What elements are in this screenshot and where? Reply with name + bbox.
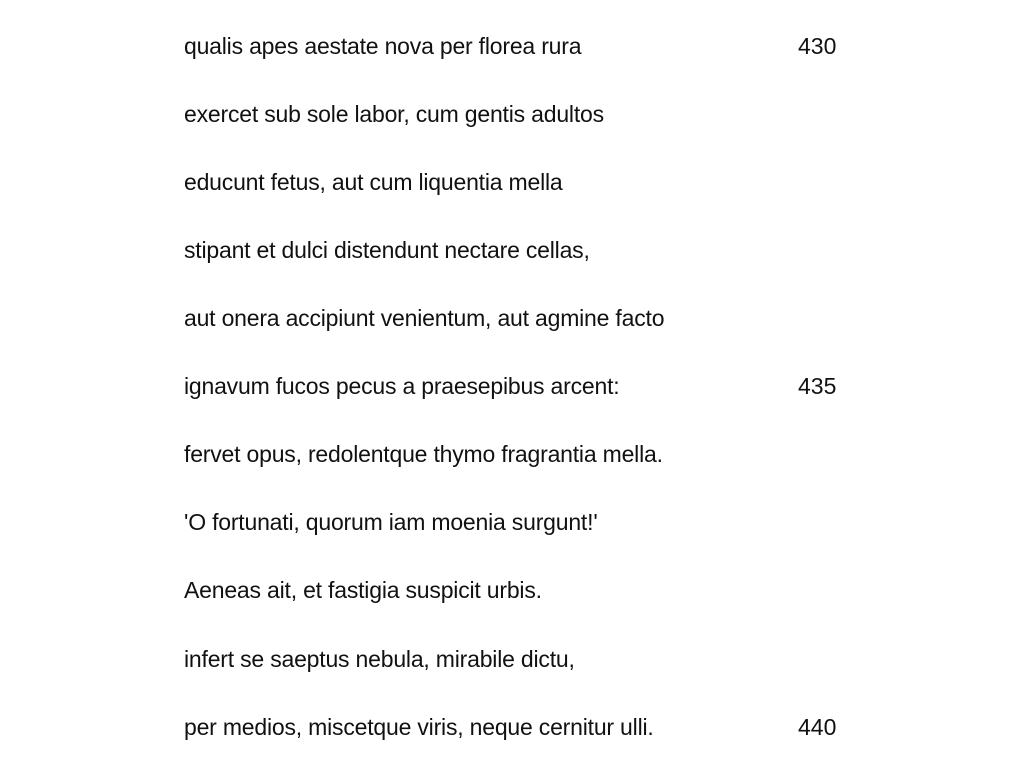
verse-text: 'O fortunati, quorum iam moenia surgunt!' xyxy=(184,509,598,535)
verse-text: infert se saeptus nebula, mirabile dictu, xyxy=(184,646,575,672)
verse-line xyxy=(0,570,1024,610)
verse-line xyxy=(0,230,1024,270)
verse-text: aut onera accipiunt venientum, aut agmine facto xyxy=(184,305,665,331)
line-number: 435 xyxy=(798,373,837,399)
verse-text: exercet sub sole labor, cum gentis adultos xyxy=(184,101,604,127)
verse-line xyxy=(0,434,1024,474)
verse-line xyxy=(0,162,1024,202)
verse-line xyxy=(0,298,1024,338)
verse-text: per medios, miscetque viris, neque cernitur ulli. xyxy=(184,714,654,740)
verse-line xyxy=(0,707,1024,747)
verse-line xyxy=(0,639,1024,679)
verse-text: stipant et dulci distendunt nectare cellas, xyxy=(184,237,590,263)
verse-text: qualis apes aestate nova per florea rura xyxy=(184,33,582,59)
verse-line xyxy=(0,94,1024,134)
verse-text: ignavum fucos pecus a praesepibus arcent: xyxy=(184,373,620,399)
verse-text: fervet opus, redolentque thymo fragrantia mella. xyxy=(184,441,663,467)
verse-text: educunt fetus, aut cum liquentia mella xyxy=(184,169,563,195)
verse-line xyxy=(0,502,1024,542)
verse-line xyxy=(0,26,1024,66)
line-number: 430 xyxy=(798,33,837,59)
verse-line xyxy=(0,366,1024,406)
line-number: 440 xyxy=(798,714,837,740)
verse-text: Aeneas ait, et fastigia suspicit urbis. xyxy=(184,577,542,603)
